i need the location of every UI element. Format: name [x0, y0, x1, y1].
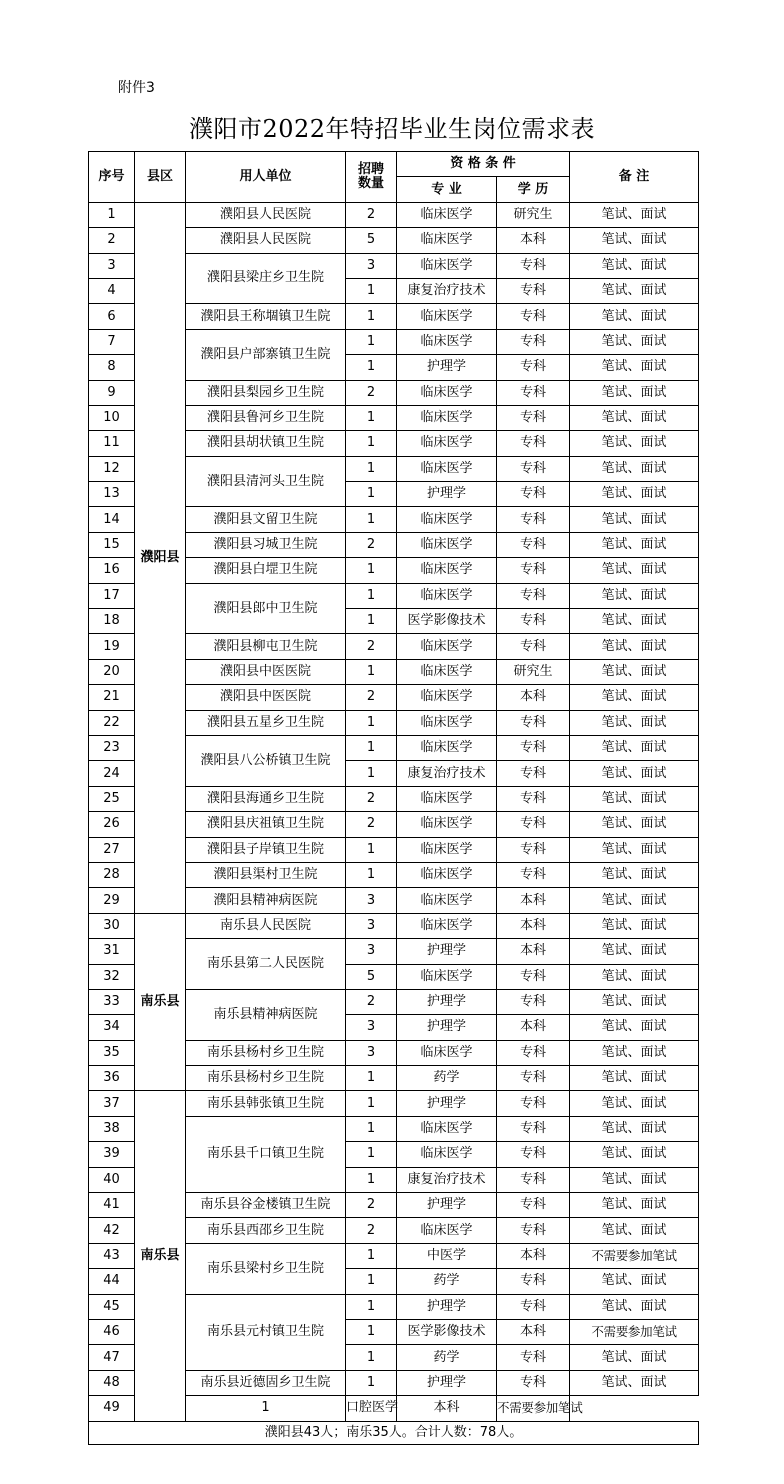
cell-no: 21: [89, 685, 135, 710]
cell-major: 临床医学: [397, 380, 497, 405]
cell-no: 34: [89, 1015, 135, 1040]
cell-unit: 濮阳县习城卫生院: [186, 532, 346, 557]
cell-no: 11: [89, 431, 135, 456]
table-row: [89, 1091, 699, 1116]
cell-note: 笔试、面试: [570, 735, 699, 760]
header-count: [346, 152, 397, 203]
cell-note: 笔试、面试: [570, 304, 699, 329]
cell-count: 1: [346, 1066, 397, 1091]
cell-education: 专科: [497, 1167, 570, 1192]
cell-count: 1: [346, 761, 397, 786]
cell-major: 临床医学: [397, 304, 497, 329]
cell-unit: 濮阳县王称堌镇卫生院: [186, 304, 346, 329]
cell-note: 笔试、面试: [570, 1040, 699, 1065]
cell-note: 笔试、面试: [570, 1294, 699, 1319]
cell-education: 专科: [497, 558, 570, 583]
cell-education: 专科: [497, 405, 570, 430]
cell-education: 专科: [497, 634, 570, 659]
cell-unit: 南乐县人民医院: [186, 913, 346, 938]
cell-count: 1: [346, 456, 397, 481]
cell-education: 专科: [497, 964, 570, 989]
cell-education: 专科: [497, 1269, 570, 1294]
cell-no: 47: [89, 1345, 135, 1370]
cell-count: 2: [346, 786, 397, 811]
cell-education: 本科: [497, 1015, 570, 1040]
cell-note: 笔试、面试: [570, 329, 699, 354]
cell-education: 专科: [497, 761, 570, 786]
cell-major: 临床医学: [397, 862, 497, 887]
cell-count: 3: [346, 1015, 397, 1040]
cell-major: 临床医学: [397, 456, 497, 481]
cell-no: 8: [89, 355, 135, 380]
header-education: 学 历: [497, 177, 570, 202]
cell-major: 临床医学: [397, 202, 497, 227]
cell-education: 本科: [497, 888, 570, 913]
cell-unit: 濮阳县中医医院: [186, 685, 346, 710]
cell-no: 12: [89, 456, 135, 481]
cell-major: 康复治疗技术: [397, 278, 497, 303]
cell-count: 1: [346, 1091, 397, 1116]
cell-major: 临床医学: [397, 1142, 497, 1167]
cell-note: 笔试、面试: [570, 609, 699, 634]
cell-major: 临床医学: [397, 735, 497, 760]
cell-education: 专科: [497, 735, 570, 760]
cell-unit: 濮阳县胡状镇卫生院: [186, 431, 346, 456]
cell-note: 笔试、面试: [570, 228, 699, 253]
cell-unit: 南乐县元村镇卫生院: [186, 1294, 346, 1370]
cell-major: 临床医学: [397, 228, 497, 253]
cell-unit: 南乐县西邵乡卫生院: [186, 1218, 346, 1243]
cell-unit: 濮阳县五星乡卫生院: [186, 710, 346, 735]
cell-major: 临床医学: [397, 1218, 497, 1243]
cell-no: 36: [89, 1066, 135, 1091]
cell-education: 专科: [497, 837, 570, 862]
cell-no: 49: [89, 1396, 135, 1421]
cell-unit: 濮阳县梁庄乡卫生院: [186, 253, 346, 304]
cell-no: 45: [89, 1294, 135, 1319]
cell-major: 中医学: [397, 1243, 497, 1268]
cell-major: 康复治疗技术: [397, 1167, 497, 1192]
cell-no: 6: [89, 304, 135, 329]
cell-unit: 濮阳县精神病医院: [186, 888, 346, 913]
job-demand-table: [88, 151, 699, 1445]
header-count-line1: 招聘: [357, 161, 384, 177]
cell-no: 3: [89, 253, 135, 278]
cell-note: 笔试、面试: [570, 507, 699, 532]
cell-major: 护理学: [397, 1015, 497, 1040]
cell-count: 1: [346, 1243, 397, 1268]
cell-unit: 南乐县谷金楼镇卫生院: [186, 1193, 346, 1218]
cell-note: 笔试、面试: [570, 634, 699, 659]
cell-unit: 南乐县杨村乡卫生院: [186, 1040, 346, 1065]
cell-education: 专科: [497, 1193, 570, 1218]
cell-unit: 濮阳县郎中卫生院: [186, 583, 346, 634]
cell-no: 33: [89, 989, 135, 1014]
cell-no: 15: [89, 532, 135, 557]
cell-count: 1: [346, 609, 397, 634]
cell-unit: 濮阳县梨园乡卫生院: [186, 380, 346, 405]
cell-count: 1: [346, 304, 397, 329]
cell-major: 临床医学: [397, 253, 497, 278]
cell-education: 本科: [497, 1319, 570, 1344]
cell-count: 3: [346, 253, 397, 278]
cell-note: 笔试、面试: [570, 1370, 699, 1395]
cell-count: 2: [346, 685, 397, 710]
cell-no: 13: [89, 482, 135, 507]
cell-education: 专科: [497, 482, 570, 507]
cell-count: 1: [346, 1142, 397, 1167]
cell-count: 1: [346, 1294, 397, 1319]
header-unit: 用人单位: [186, 152, 346, 203]
header-note: 备 注: [570, 152, 699, 203]
cell-note: 笔试、面试: [570, 1066, 699, 1091]
cell-note: 笔试、面试: [570, 405, 699, 430]
cell-note: 笔试、面试: [570, 278, 699, 303]
attachment-label: 附件3: [118, 80, 155, 96]
cell-major: 临床医学: [397, 329, 497, 354]
cell-count: 2: [346, 202, 397, 227]
cell-count: 1: [346, 735, 397, 760]
header-major: 专 业: [397, 177, 497, 202]
cell-note: 笔试、面试: [570, 1116, 699, 1141]
cell-no: 24: [89, 761, 135, 786]
cell-major: 临床医学: [397, 405, 497, 430]
cell-no: 20: [89, 659, 135, 684]
cell-major: 临床医学: [397, 659, 497, 684]
cell-major: 临床医学: [397, 786, 497, 811]
cell-education: 专科: [497, 862, 570, 887]
cell-count: 1: [346, 329, 397, 354]
cell-no: 19: [89, 634, 135, 659]
cell-no: 37: [89, 1091, 135, 1116]
header-qualification: 资 格 条 件: [397, 152, 570, 177]
cell-major: 临床医学: [397, 583, 497, 608]
cell-education: 专科: [497, 431, 570, 456]
cell-note: 笔试、面试: [570, 1193, 699, 1218]
cell-education: 专科: [497, 507, 570, 532]
cell-major: 临床医学: [397, 888, 497, 913]
cell-note: 笔试、面试: [570, 964, 699, 989]
cell-no: 28: [89, 862, 135, 887]
cell-education: 本科: [397, 1396, 497, 1421]
cell-major: 护理学: [397, 989, 497, 1014]
cell-education: 专科: [497, 1066, 570, 1091]
cell-note: 笔试、面试: [570, 786, 699, 811]
table-row: [89, 202, 699, 227]
cell-no: 7: [89, 329, 135, 354]
cell-note: 笔试、面试: [570, 913, 699, 938]
cell-major: 临床医学: [397, 685, 497, 710]
cell-no: 4: [89, 278, 135, 303]
cell-note: 笔试、面试: [570, 685, 699, 710]
cell-no: 43: [89, 1243, 135, 1268]
cell-unit: 濮阳县白堽卫生院: [186, 558, 346, 583]
header-count-line2: 数量: [357, 175, 384, 191]
cell-no: 44: [89, 1269, 135, 1294]
cell-major: 医学影像技术: [397, 609, 497, 634]
cell-note: 笔试、面试: [570, 1345, 699, 1370]
cell-count: 1: [186, 1396, 346, 1421]
cell-note: 笔试、面试: [570, 761, 699, 786]
cell-no: 22: [89, 710, 135, 735]
cell-major: 临床医学: [397, 634, 497, 659]
cell-major: 护理学: [397, 1193, 497, 1218]
cell-count: 1: [346, 1116, 397, 1141]
cell-count: 1: [346, 1370, 397, 1395]
cell-unit: 南乐县梁村乡卫生院: [186, 1243, 346, 1294]
cell-county: 南乐县: [135, 1091, 186, 1421]
cell-major: 护理学: [397, 1294, 497, 1319]
cell-note: 笔试、面试: [570, 710, 699, 735]
cell-county: 南乐县: [135, 913, 186, 1091]
cell-note: 笔试、面试: [570, 380, 699, 405]
cell-note: 笔试、面试: [570, 659, 699, 684]
cell-count: 1: [346, 1269, 397, 1294]
cell-education: 专科: [497, 456, 570, 481]
cell-unit: 濮阳县鲁河乡卫生院: [186, 405, 346, 430]
cell-no: 29: [89, 888, 135, 913]
cell-note: 笔试、面试: [570, 939, 699, 964]
cell-major: 护理学: [397, 939, 497, 964]
cell-no: 48: [89, 1370, 135, 1395]
cell-unit: 濮阳县文留卫生院: [186, 507, 346, 532]
cell-major: 康复治疗技术: [397, 761, 497, 786]
cell-no: 23: [89, 735, 135, 760]
cell-major: 护理学: [397, 355, 497, 380]
cell-count: 2: [346, 1193, 397, 1218]
cell-count: 3: [346, 939, 397, 964]
cell-education: 专科: [497, 609, 570, 634]
cell-education: 专科: [497, 1345, 570, 1370]
header-county: 县区: [135, 152, 186, 203]
cell-education: 研究生: [497, 659, 570, 684]
cell-unit: 南乐县近德固乡卫生院: [186, 1370, 346, 1395]
cell-education: 本科: [497, 913, 570, 938]
cell-education: 专科: [497, 1091, 570, 1116]
cell-note: 笔试、面试: [570, 812, 699, 837]
cell-unit: 濮阳县人民医院: [186, 202, 346, 227]
cell-major: 口腔医学: [346, 1396, 397, 1421]
cell-count: 2: [346, 1218, 397, 1243]
table-footer-summary: 濮阳县43人；南乐35人。合计人数：78人。: [89, 1421, 699, 1444]
cell-unit: 濮阳县中医医院: [186, 659, 346, 684]
cell-major: 临床医学: [397, 1116, 497, 1141]
cell-count: 1: [346, 1167, 397, 1192]
cell-education: 专科: [497, 1218, 570, 1243]
cell-education: 专科: [497, 1142, 570, 1167]
cell-unit: 濮阳县海通乡卫生院: [186, 786, 346, 811]
cell-county: 濮阳县: [135, 202, 186, 913]
cell-no: 2: [89, 228, 135, 253]
cell-education: 研究生: [497, 202, 570, 227]
table-body: [89, 202, 699, 1421]
cell-unit: 南乐县韩张镇卫生院: [186, 1091, 346, 1116]
cell-education: 本科: [497, 228, 570, 253]
cell-count: 1: [346, 1345, 397, 1370]
cell-count: 1: [346, 837, 397, 862]
cell-no: 39: [89, 1142, 135, 1167]
cell-education: 本科: [497, 1243, 570, 1268]
cell-education: 本科: [497, 939, 570, 964]
cell-count: 1: [346, 1319, 397, 1344]
cell-unit: 南乐县千口镇卫生院: [186, 1116, 346, 1192]
cell-count: 1: [346, 431, 397, 456]
cell-no: 14: [89, 507, 135, 532]
cell-major: 临床医学: [397, 913, 497, 938]
cell-note: 笔试、面试: [570, 1167, 699, 1192]
cell-major: 临床医学: [397, 964, 497, 989]
cell-note: 笔试、面试: [570, 888, 699, 913]
table-row: [89, 913, 699, 938]
cell-note: 不需要参加笔试: [497, 1396, 570, 1421]
page-title: 濮阳市2022年特招毕业生岗位需求表: [188, 115, 596, 143]
cell-note: 笔试、面试: [570, 456, 699, 481]
cell-education: 专科: [497, 253, 570, 278]
cell-note: 笔试、面试: [570, 558, 699, 583]
cell-unit: 南乐县杨村乡卫生院: [186, 1066, 346, 1091]
cell-major: 护理学: [397, 1370, 497, 1395]
cell-count: 1: [346, 507, 397, 532]
cell-note: 笔试、面试: [570, 862, 699, 887]
cell-no: 17: [89, 583, 135, 608]
cell-unit: 濮阳县八公桥镇卫生院: [186, 735, 346, 786]
cell-education: 专科: [497, 355, 570, 380]
cell-major: 临床医学: [397, 812, 497, 837]
cell-major: 药学: [397, 1345, 497, 1370]
cell-unit: 濮阳县子岸镇卫生院: [186, 837, 346, 862]
header-no: 序号: [89, 152, 135, 203]
cell-note: 笔试、面试: [570, 1015, 699, 1040]
cell-unit: 濮阳县渠村卫生院: [186, 862, 346, 887]
cell-note: 笔试、面试: [570, 431, 699, 456]
cell-education: 本科: [497, 685, 570, 710]
cell-count: 1: [346, 278, 397, 303]
cell-note: 笔试、面试: [570, 1142, 699, 1167]
cell-count: 3: [346, 913, 397, 938]
cell-unit: 南乐县精神病医院: [186, 989, 346, 1040]
cell-count: 1: [346, 558, 397, 583]
cell-education: 专科: [497, 1294, 570, 1319]
cell-count: 1: [346, 405, 397, 430]
cell-count: 2: [346, 380, 397, 405]
cell-major: 临床医学: [397, 431, 497, 456]
cell-count: 2: [346, 634, 397, 659]
cell-education: 专科: [497, 989, 570, 1014]
cell-note: 笔试、面试: [570, 253, 699, 278]
cell-no: 1: [89, 202, 135, 227]
cell-unit: 濮阳县户部寨镇卫生院: [186, 329, 346, 380]
cell-no: 40: [89, 1167, 135, 1192]
cell-no: 42: [89, 1218, 135, 1243]
cell-count: 5: [346, 964, 397, 989]
cell-note: 笔试、面试: [570, 482, 699, 507]
cell-education: 专科: [497, 812, 570, 837]
cell-unit: 南乐县第二人民医院: [186, 939, 346, 990]
cell-education: 专科: [497, 532, 570, 557]
cell-note: 笔试、面试: [570, 583, 699, 608]
cell-no: 27: [89, 837, 135, 862]
cell-no: 31: [89, 939, 135, 964]
cell-education: 专科: [497, 1040, 570, 1065]
cell-major: 临床医学: [397, 507, 497, 532]
cell-education: 专科: [497, 583, 570, 608]
cell-count: 1: [346, 355, 397, 380]
cell-no: 38: [89, 1116, 135, 1141]
cell-major: 护理学: [397, 1091, 497, 1116]
cell-education: 专科: [497, 786, 570, 811]
cell-no: 9: [89, 380, 135, 405]
cell-no: 35: [89, 1040, 135, 1065]
cell-education: 专科: [497, 1370, 570, 1395]
cell-count: 2: [346, 532, 397, 557]
cell-unit: 濮阳县柳屯卫生院: [186, 634, 346, 659]
cell-education: 专科: [497, 304, 570, 329]
cell-no: 46: [89, 1319, 135, 1344]
cell-no: 10: [89, 405, 135, 430]
cell-note: 笔试、面试: [570, 202, 699, 227]
cell-note: 笔试、面试: [570, 355, 699, 380]
cell-note: 笔试、面试: [570, 1218, 699, 1243]
cell-major: 医学影像技术: [397, 1319, 497, 1344]
cell-note: 笔试、面试: [570, 1091, 699, 1116]
cell-major: 药学: [397, 1066, 497, 1091]
cell-unit: 濮阳县清河头卫生院: [186, 456, 346, 507]
cell-note: 笔试、面试: [570, 1269, 699, 1294]
cell-count: 1: [346, 583, 397, 608]
cell-no: 32: [89, 964, 135, 989]
cell-count: 1: [346, 659, 397, 684]
cell-education: 专科: [497, 1116, 570, 1141]
cell-note: 不需要参加笔试: [570, 1319, 699, 1344]
cell-count: 5: [346, 228, 397, 253]
cell-no: 41: [89, 1193, 135, 1218]
cell-no: 25: [89, 786, 135, 811]
cell-count: 2: [346, 989, 397, 1014]
cell-unit: 濮阳县庆祖镇卫生院: [186, 812, 346, 837]
cell-major: 临床医学: [397, 532, 497, 557]
cell-major: 临床医学: [397, 558, 497, 583]
cell-major: 临床医学: [397, 1040, 497, 1065]
cell-count: 3: [346, 888, 397, 913]
cell-major: 临床医学: [397, 710, 497, 735]
cell-no: 16: [89, 558, 135, 583]
cell-education: 专科: [497, 380, 570, 405]
cell-note: 笔试、面试: [570, 837, 699, 862]
cell-no: 30: [89, 913, 135, 938]
cell-major: 药学: [397, 1269, 497, 1294]
cell-no: 26: [89, 812, 135, 837]
cell-count: 1: [346, 862, 397, 887]
cell-note: 笔试、面试: [570, 532, 699, 557]
cell-education: 专科: [497, 278, 570, 303]
cell-major: 护理学: [397, 482, 497, 507]
cell-note: 不需要参加笔试: [570, 1243, 699, 1268]
cell-education: 专科: [497, 329, 570, 354]
cell-count: 2: [346, 812, 397, 837]
cell-major: 临床医学: [397, 837, 497, 862]
cell-count: 1: [346, 482, 397, 507]
cell-count: 1: [346, 710, 397, 735]
cell-unit: 濮阳县人民医院: [186, 228, 346, 253]
cell-note: 笔试、面试: [570, 989, 699, 1014]
cell-education: 专科: [497, 710, 570, 735]
cell-count: 3: [346, 1040, 397, 1065]
cell-no: 18: [89, 609, 135, 634]
